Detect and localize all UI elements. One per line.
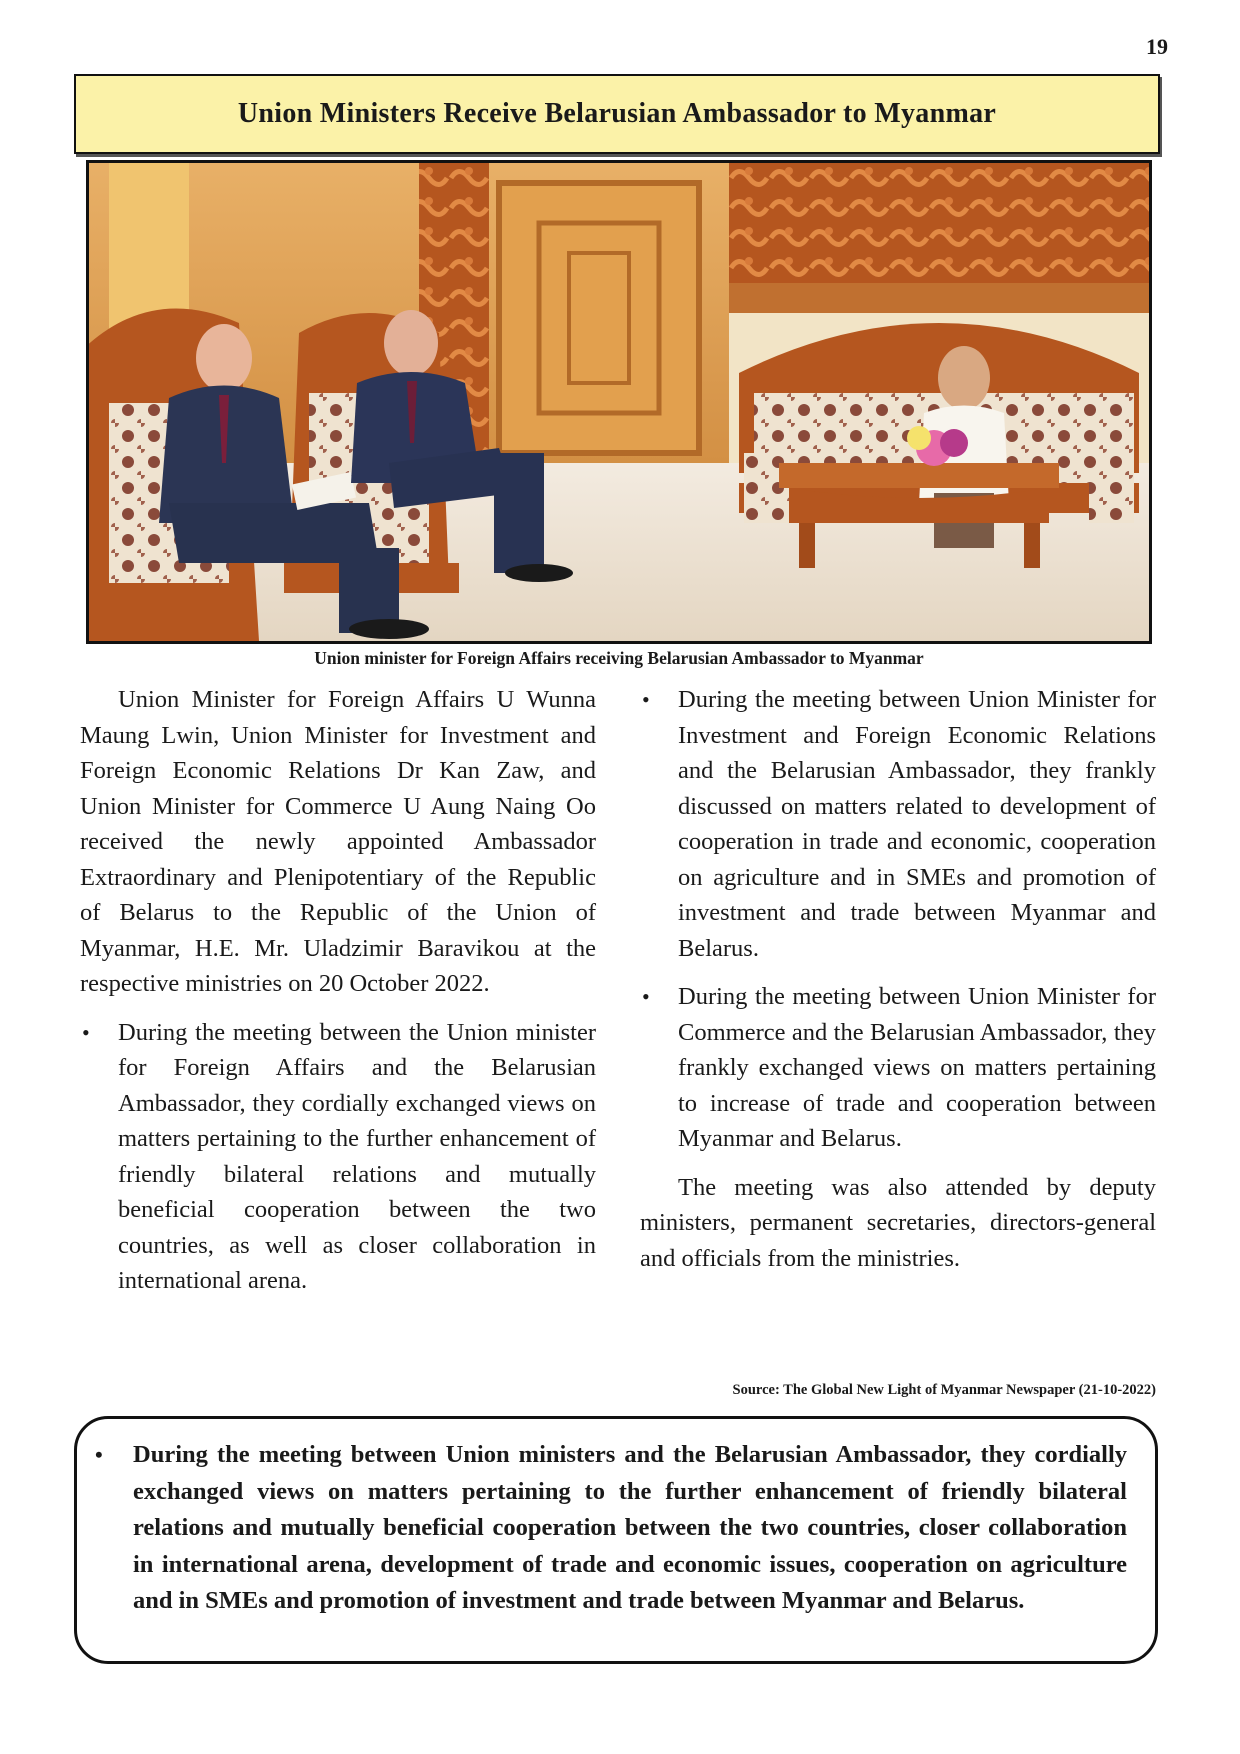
left-bullet-list (80, 1015, 596, 1299)
left-column (80, 682, 596, 1312)
bullet-foreign-affairs-meeting: • During the meeting between the Union minister for Foreign Affairs and the Belarusian Ambassador, they cordially exchanged views on matters pertaining to the further enhancement of friendly bilateral relations and mutually beneficial cooperation between the two countries, as well as closer collaboration in international arena. (118, 1015, 596, 1299)
intro-paragraph: Union Minister for Foreign Affairs U Wunna Maung Lwin, Union Minister for Investment and Foreign Economic Relations Dr Kan Zaw, and Union Minister for Commerce U Aung Naing Oo received the newly appointed Ambassador Extraordinary and Plenipotentiary of the Republic of Belarus to the Republic of the Union of Myanmar, H.E. Mr. Uladzimir Baravikou at the respective ministries on 20 October 2022. (80, 686, 596, 997)
summary-box (74, 1416, 1158, 1664)
bullet-commerce-meeting: • During the meeting between Union Minister for Commerce and the Belarusian Ambassador, they frankly exchanged views on matters pertaining to increase of trade and cooperation between Myanmar and Belarus. (678, 979, 1156, 1157)
right-bullet-list (640, 682, 1156, 1157)
summary-text: • During the meeting between Union ministers and the Belarusian Ambassador, they cordially exchanged views on matters pertaining to the further enhancement of friendly bilateral relations and mutually beneficial cooperation between the two countries, closer collaboration in international arena, development of trade and economic issues, cooperation on agriculture and in SMEs and promotion of investment and trade between Myanmar and Belarus. (133, 1437, 1127, 1620)
closing-paragraph: The meeting was also attended by deputy ministers, permanent secretaries, directors-general and officials from the ministries. (640, 1173, 1156, 1272)
page-number: 19 (1146, 34, 1168, 59)
right-column (640, 682, 1156, 1289)
title-banner (74, 74, 1160, 154)
article-title: Union Ministers Receive Belarusian Ambassador to Myanmar (237, 98, 997, 129)
article-photo (86, 160, 1152, 644)
bullet-investment-meeting: • During the meeting between Union Minister for Investment and Foreign Economic Relations and the Belarusian Ambassador, they frankly discussed on matters related to development of cooperation in trade and economic, cooperation on agriculture and in SMEs and promotion of investment and trade between Myanmar and Belarus. (678, 682, 1156, 966)
meeting-photo-illustration (89, 163, 1149, 641)
photo-caption: Union minister for Foreign Affairs receiving Belarusian Ambassador to Myanmar (314, 648, 924, 668)
source-note: Source: The Global New Light of Myanmar Newspaper (21-10-2022) (732, 1382, 1156, 1398)
